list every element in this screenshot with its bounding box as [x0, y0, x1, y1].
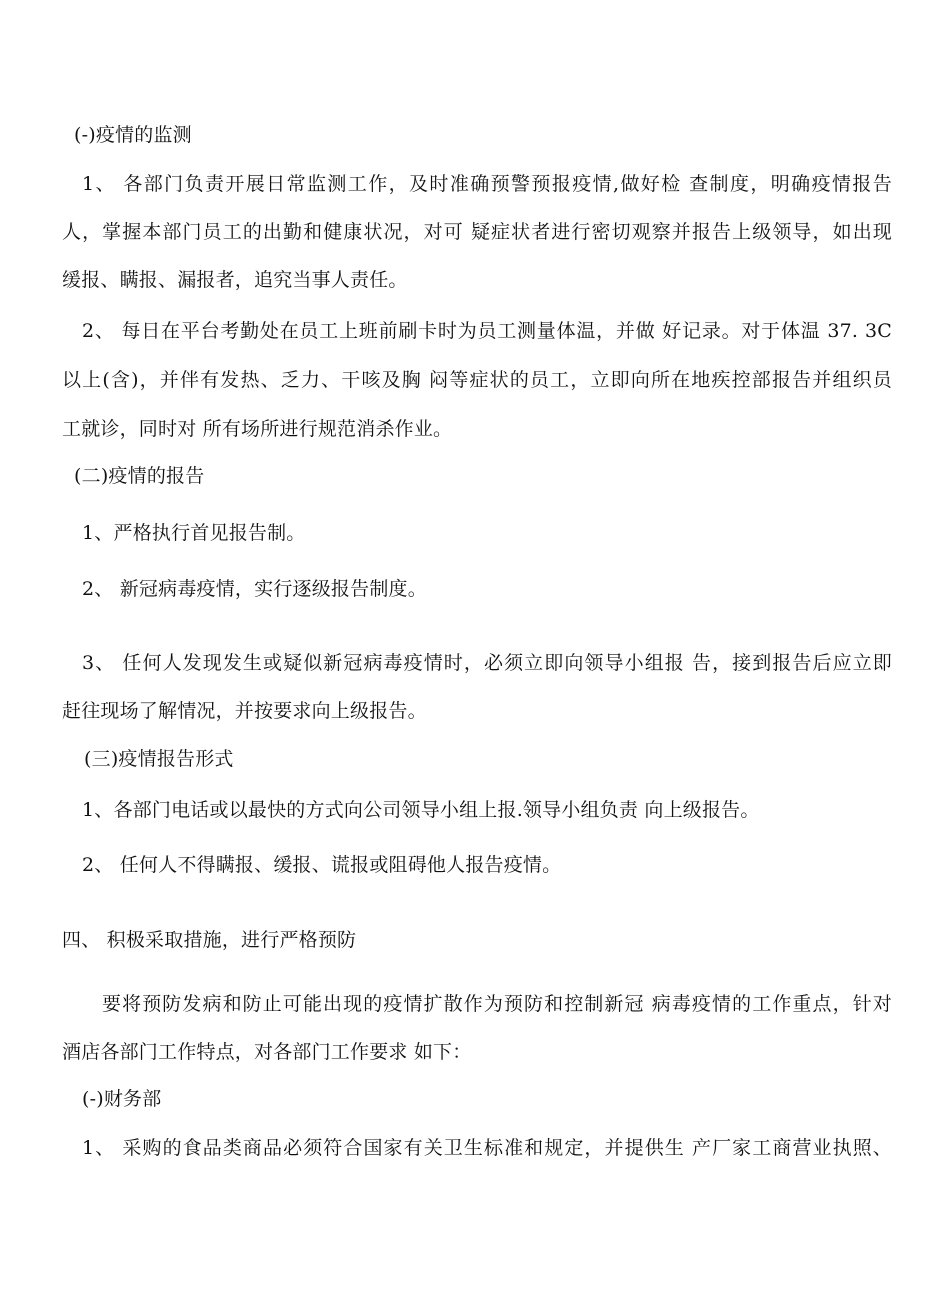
section-heading-prevention: 四、 积极采取措施，进行严格预防	[62, 929, 357, 951]
paragraph-line: 酒店各部门工作特点，对各部门工作要求 如下：	[62, 1041, 472, 1063]
list-item: 1、各部门电话或以最快的方式向公司领导小组上报.领导小组负责 向上级报告。	[82, 799, 760, 821]
paragraph-line: 人，掌握本部门员工的出勤和健康状况，对可 疑症状者进行密切观察并报告上级领导，如出现	[62, 221, 892, 243]
paragraph-line: 以上(含)，并伴有发热、乏力、干咳及胸 闷等症状的员工，立即向所在地疾控部报告并组织员	[62, 369, 892, 391]
section-heading-reporting: (二)疫情的报告	[74, 465, 205, 487]
paragraph-line: 工就诊，同时对 所有场所进行规范消杀作业。	[62, 418, 453, 440]
section-heading-monitoring: (-)疫情的监测	[74, 124, 192, 146]
section-heading-finance: (-)财务部	[82, 1088, 162, 1110]
paragraph-line: 缓报、瞒报、漏报者，追究当事人责任。	[62, 269, 408, 291]
paragraph-line: 1、 采购的食品类商品必须符合国家有关卫生标准和规定，并提供生 产厂家工商营业执照、	[82, 1137, 892, 1159]
paragraph-line: 2、 每日在平台考勤处在员工上班前刷卡时为员工测量体温，并做 好记录。对于体温 37. 3C	[82, 320, 892, 342]
paragraph-line: 1、 各部门负责开展日常监测工作，及时准确预警预报疫情,做好检 查制度，明确疫情报告	[82, 173, 892, 195]
paragraph-line: 赶往现场了解情况，并按要求向上级报告。	[62, 700, 427, 722]
list-item: 1、严格执行首见报告制。	[82, 522, 306, 544]
list-item: 2、 新冠病毒疫情，实行逐级报告制度。	[82, 578, 427, 600]
list-item: 2、 任何人不得瞒报、缓报、谎报或阻碍他人报告疫情。	[82, 854, 562, 876]
section-heading-report-format: (三)疫情报告形式	[84, 748, 234, 770]
paragraph-line: 要将预防发病和防止可能出现的疫情扩散作为预防和控制新冠 病毒疫情的工作重点，针对	[102, 993, 892, 1015]
paragraph-line: 3、 任何人发现发生或疑似新冠病毒疫情时，必须立即向领导小组报 告，接到报告后应立即	[82, 652, 892, 674]
